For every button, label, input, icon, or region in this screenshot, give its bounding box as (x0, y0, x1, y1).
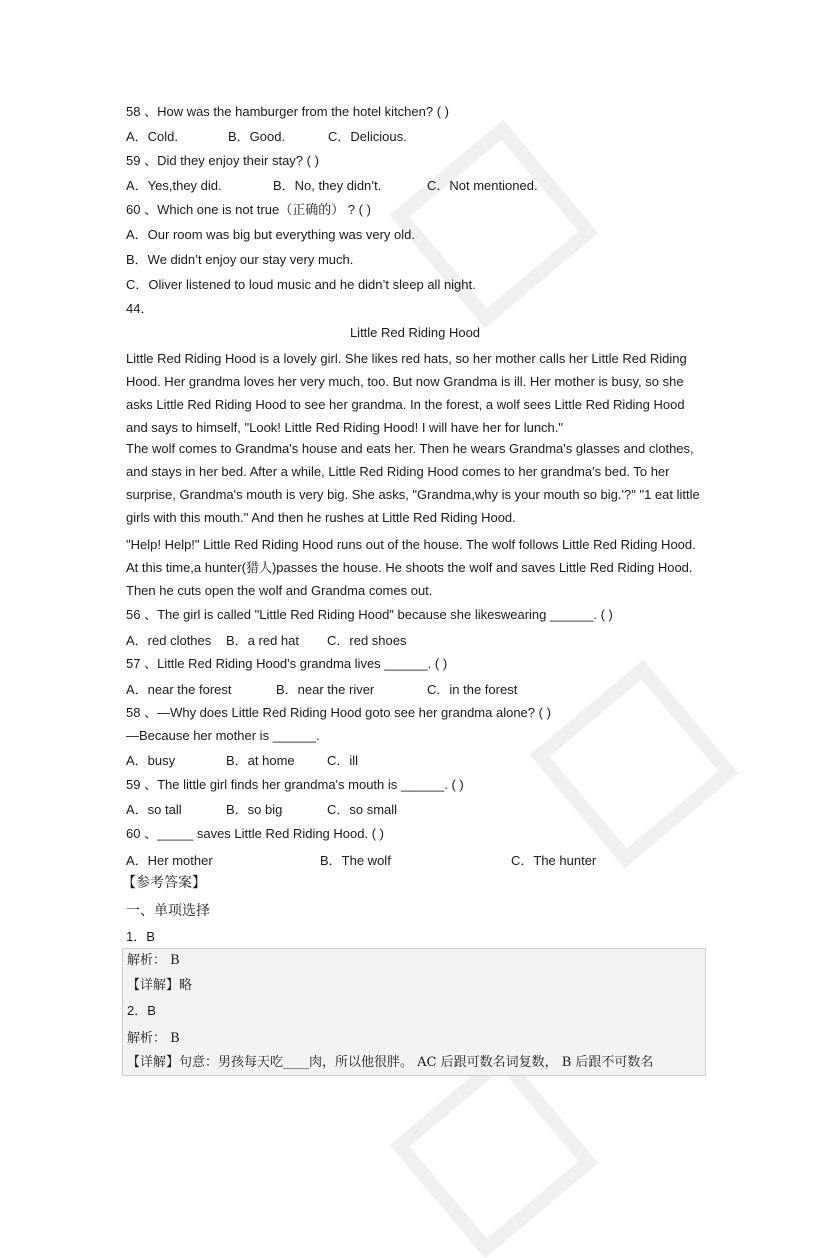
story-paragraph-3: "Help! Help!" Little Red Riding Hood runs out of the house. The wolf follows Little Red Riding Hood. At this time,a hunter(猎人)passes the house. He shoots the wolf and saves Little Red Riding Hood. Then he cuts open the wolf and Grandma comes out. (126, 537, 696, 598)
explanation-line-1: 解析： B (127, 953, 180, 968)
question-58-stem: 58 、How was the hamburger from the hotel kitchen? ( ) (126, 104, 449, 119)
question-58b-option-b[interactable]: B．at home (226, 753, 295, 768)
question-57-option-c[interactable]: C．in the forest (427, 682, 518, 697)
watermark-shape (390, 1050, 599, 1258)
story-paragraph-2: The wolf comes to Grandma's house and eats her. Then he wears Grandma's glasses and clothes, and stays in her bed. After a while, Little Red Riding Hood comes to her grandma's bed. To her surprise, Grandma's mouth is very big. She asks, "Grandma,why is your mouth so big.'?" "1 eat little girls with this mouth." And then he rushes at Little Red Riding Hood. (126, 441, 700, 525)
question-59-option-c[interactable]: C．Not mentioned. (427, 178, 538, 193)
question-60b-option-b[interactable]: B．The wolf (320, 853, 391, 868)
question-56-option-b[interactable]: B．a red hat (226, 633, 299, 648)
question-58-option-a[interactable]: A．Cold. (126, 129, 179, 144)
answer-item-1: 1．B (126, 929, 155, 944)
question-58b-option-a[interactable]: A．busy (126, 753, 176, 768)
question-59b-stem: 59 、The little girl finds her grandma's mouth is ______. ( ) (126, 777, 464, 792)
answer-explanation-box (122, 948, 706, 1076)
explanation-line-4: 解析： B (127, 1031, 180, 1046)
question-60b-option-a[interactable]: A．Her mother (126, 853, 213, 868)
question-59-option-b[interactable]: B．No, they didn’t. (273, 178, 382, 193)
question-56-option-c[interactable]: C．red shoes (327, 633, 407, 648)
question-57-stem: 57 、Little Red Riding Hood's grandma lives ______. ( ) (126, 656, 448, 671)
question-59-stem: 59 、Did they enjoy their stay? ( ) (126, 153, 319, 168)
story-paragraph-1: Little Red Riding Hood is a lovely girl. She likes red hats, so her mother calls her Little Red Riding Hood. Her grandma loves her very much, too. But now Grandma is ill. Her mother is busy, so she asks Little Red Riding Hood to see her grandma. In the forest, a wolf sees Little Red Riding Hood and says to himself, "Look! Little Red Riding Hood! I will have her for lunch." (126, 351, 687, 435)
question-59-option-a[interactable]: A．Yes,they did. (126, 178, 222, 193)
question-56-option-a[interactable]: A．red clothes (126, 633, 212, 648)
answers-heading: 【参考答案】 (122, 875, 206, 891)
question-60-option-b[interactable]: B．We didn’t enjoy our stay very much. (126, 252, 354, 267)
explanation-line-3: 2．B (127, 1003, 156, 1018)
question-59b-option-c[interactable]: C．so small (327, 802, 398, 817)
question-58b-option-c[interactable]: C．ill (327, 753, 359, 768)
story-title: Little Red Riding Hood (349, 325, 481, 340)
section-number: 44． (126, 301, 154, 316)
question-58b-stem: 58 、—Why does Little Red Riding Hood goto see her grandma alone? ( ) (126, 705, 551, 720)
explanation-line-5: 【详解】句意：男孩每天吃____肉，所以他很胖。 AC 后跟可数名词复数， B 后跟不可数名 (127, 1055, 654, 1070)
question-58-option-c[interactable]: C．Delicious. (328, 129, 407, 144)
watermark-shape (390, 120, 599, 329)
question-57-option-a[interactable]: A．near the forest (126, 682, 232, 697)
question-60-stem: 60 、Which one is not true（正确的） ? ( ) (126, 202, 371, 217)
question-60b-stem: 60 、_____ saves Little Red Riding Hood. ( ) (126, 826, 384, 841)
answers-section-title: 一、单项选择 (126, 903, 210, 919)
question-59b-option-a[interactable]: A．so tall (126, 802, 182, 817)
watermark-shape (530, 660, 739, 869)
question-58-option-b[interactable]: B．Good. (228, 129, 286, 144)
question-57-option-b[interactable]: B．near the river (276, 682, 375, 697)
explanation-line-2: 【详解】略 (127, 978, 193, 993)
question-60-option-c[interactable]: C．Oliver listened to loud music and he didn’t sleep all night. (126, 277, 476, 292)
question-60b-option-c[interactable]: C．The hunter (511, 853, 597, 868)
question-60-option-a[interactable]: A．Our room was big but everything was very old. (126, 227, 416, 242)
question-58b-stem-response: —Because her mother is ______. (126, 728, 320, 743)
question-59b-option-b[interactable]: B．so big (226, 802, 283, 817)
question-56-stem: 56 、The girl is called "Little Red Riding Hood" because she likeswearing ______. ( ) (126, 607, 613, 622)
